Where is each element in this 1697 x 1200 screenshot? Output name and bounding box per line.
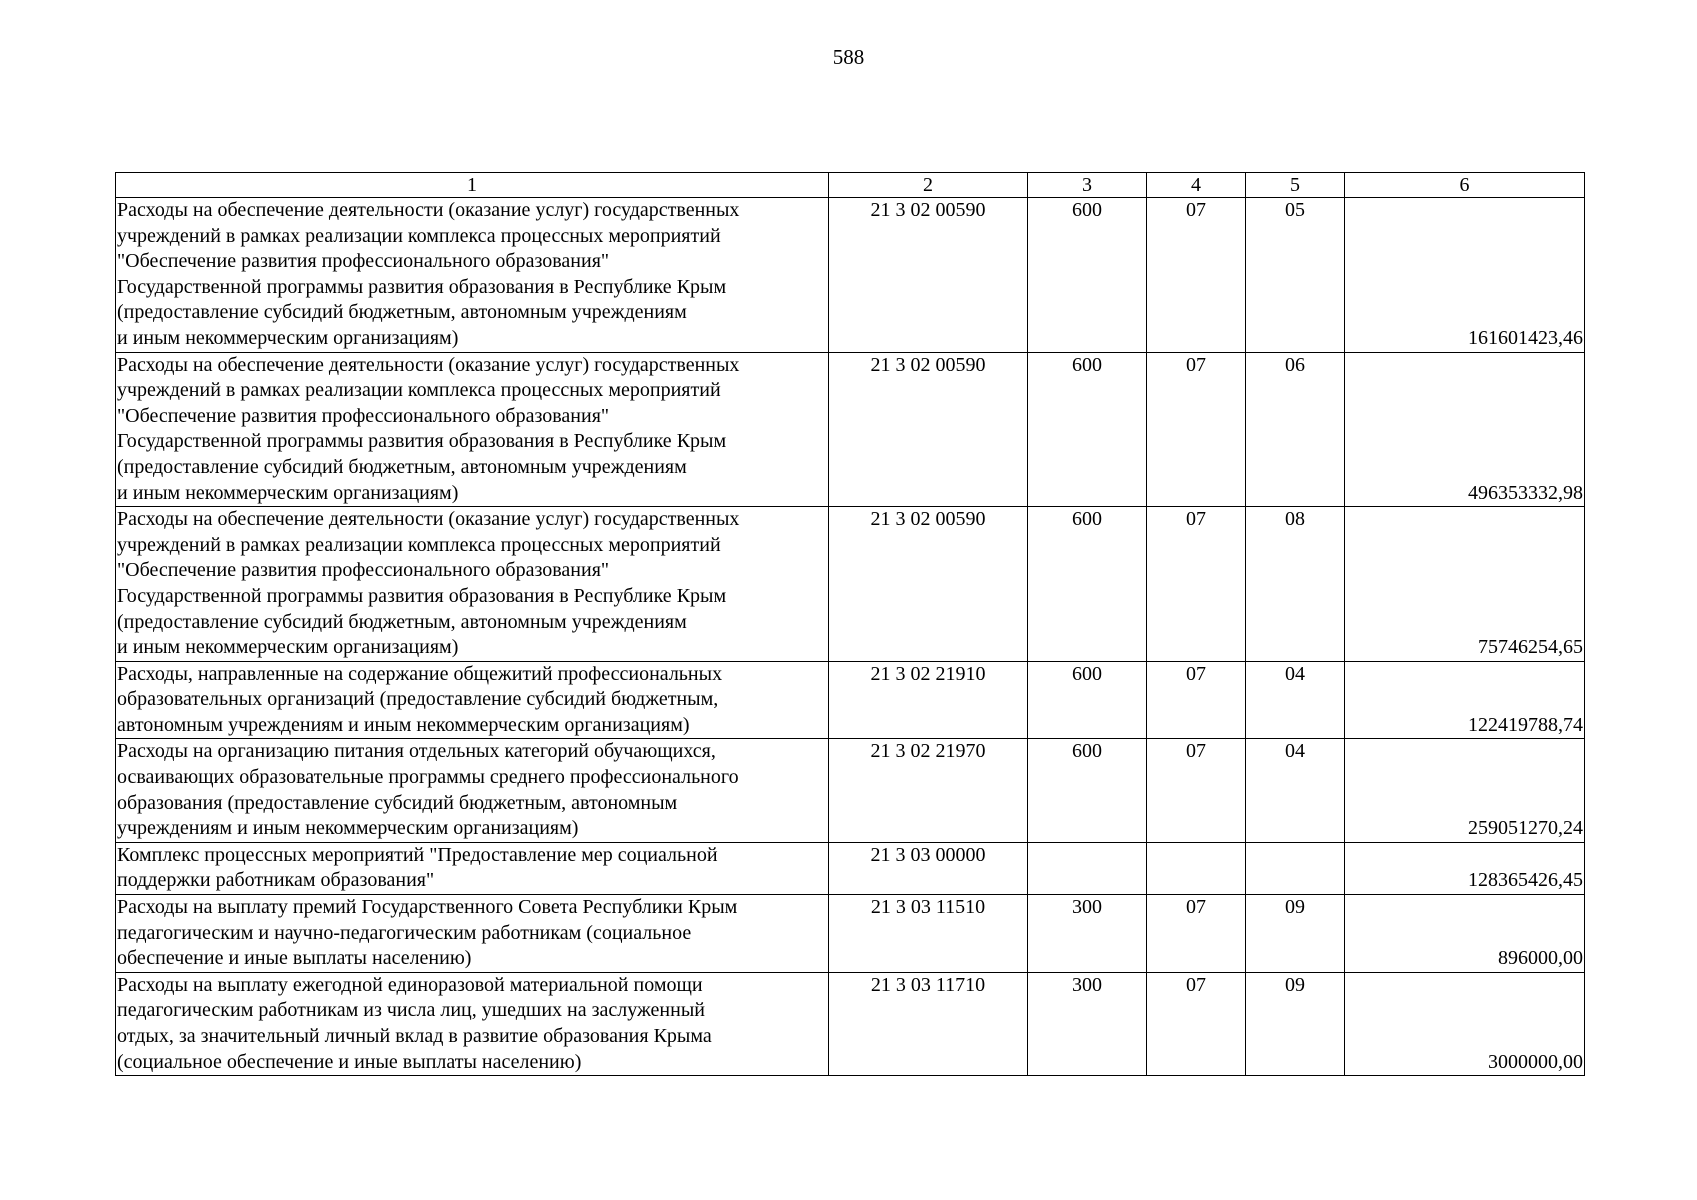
row-amount: 259051270,24 [1345,739,1585,842]
row-amount: 75746254,65 [1345,507,1585,662]
row-expense-type [1028,842,1147,894]
table-header-row [116,173,1585,198]
row-expense-type: 600 [1028,661,1147,739]
budget-table [115,172,1585,1076]
row-target-code: 21 3 02 00590 [829,198,1028,353]
row-description-text: Расходы на обеспечение деятельности (оказание услуг) государственных учреждений в рамках реализации комплекса процессных мероприятий "Обеспечение развития профессионального образования" Государственной программы развития образования в Республике Крым (предоставление субсидий бюджетным, автономным учреждениям и иным некоммерческим организациям) [117,353,740,504]
table-row [116,352,1585,507]
row-expense-type: 600 [1028,352,1147,507]
table-row [116,895,1585,973]
table-row [116,972,1585,1075]
row-section: 07 [1147,895,1246,973]
header-col-3: 3 [1028,173,1147,198]
header-col-2: 2 [829,173,1028,198]
row-section: 07 [1147,972,1246,1075]
row-description-text: Расходы на организацию питания отдельных категорий обучающихся, осваивающих образовательные программы среднего профессионального образования (предоставление субсидий бюджетным, автономным учреждениям и иным некоммерческим организациям) [117,740,739,840]
row-section: 07 [1147,198,1246,353]
row-section: 07 [1147,507,1246,662]
row-subsection: 09 [1246,972,1345,1075]
row-target-code: 21 3 02 21910 [829,661,1028,739]
row-section: 07 [1147,661,1246,739]
row-expense-type: 600 [1028,739,1147,842]
table-row [116,661,1585,739]
row-target-code: 21 3 03 00000 [829,842,1028,894]
row-description [116,198,829,353]
row-description [116,352,829,507]
row-description-text: Расходы на обеспечение деятельности (оказание услуг) государственных учреждений в рамках реализации комплекса процессных мероприятий "Обеспечение развития профессионального образования" Государственной программы развития образования в Республике Крым (предоставление субсидий бюджетным, автономным учреждениям и иным некоммерческим организациям) [117,199,740,349]
row-expense-type: 600 [1028,198,1147,353]
header-col-6: 6 [1345,173,1585,198]
row-description-text: Расходы на обеспечение деятельности (оказание услуг) государственных учреждений в рамках реализации комплекса процессных мероприятий "Обеспечение развития профессионального образования" Государственной программы развития образования в Республике Крым (предоставление субсидий бюджетным, автономным учреждениям и иным некоммерческим организациям) [117,508,740,659]
row-description [116,972,829,1075]
row-amount: 128365426,45 [1345,842,1585,894]
row-description-text: Расходы на выплату ежегодной единоразовой материальной помощи педагогическим работникам из числа лиц, ушедших на заслуженный отдых, за значительный личный вклад в развитие образования Крыма (социальное обеспечение и иные выплаты населению) [117,973,712,1073]
row-subsection: 06 [1246,352,1345,507]
row-amount: 122419788,74 [1345,661,1585,739]
row-description-text: Расходы, направленные на содержание общежитий профессиональных образовательных организаций (предоставление субсидий бюджетным, автономным учреждениям и иным некоммерческим организациям) [117,662,723,736]
budget-table-body [116,173,1585,1076]
row-subsection: 09 [1246,895,1345,973]
row-expense-type: 600 [1028,507,1147,662]
row-subsection: 05 [1246,198,1345,353]
row-subsection: 04 [1246,661,1345,739]
row-target-code: 21 3 02 21970 [829,739,1028,842]
row-subsection: 08 [1246,507,1345,662]
row-description-text: Комплекс процессных мероприятий "Предоставление мер социальной поддержки работникам образования" [117,843,718,892]
row-target-code: 21 3 02 00590 [829,352,1028,507]
row-amount: 161601423,46 [1345,198,1585,353]
row-description [116,895,829,973]
row-expense-type: 300 [1028,895,1147,973]
row-amount: 896000,00 [1345,895,1585,973]
header-col-5: 5 [1246,173,1345,198]
table-row [116,739,1585,842]
row-description [116,507,829,662]
row-description [116,842,829,894]
row-amount: 496353332,98 [1345,352,1585,507]
row-target-code: 21 3 03 11710 [829,972,1028,1075]
row-target-code: 21 3 02 00590 [829,507,1028,662]
row-description-text: Расходы на выплату премий Государственного Совета Республики Крым педагогическим и научно-педагогическим работникам (социальное обеспечение и иные выплаты населению) [117,896,738,970]
row-description [116,661,829,739]
row-description [116,739,829,842]
row-subsection: 04 [1246,739,1345,842]
table-row [116,507,1585,662]
table-row [116,842,1585,894]
row-section: 07 [1147,352,1246,507]
row-expense-type: 300 [1028,972,1147,1075]
header-col-4: 4 [1147,173,1246,198]
header-col-1: 1 [116,173,829,198]
row-amount: 3000000,00 [1345,972,1585,1075]
row-section [1147,842,1246,894]
table-row [116,198,1585,353]
row-section: 07 [1147,739,1246,842]
row-target-code: 21 3 03 11510 [829,895,1028,973]
row-subsection [1246,842,1345,894]
page-number: 588 [832,45,865,69]
